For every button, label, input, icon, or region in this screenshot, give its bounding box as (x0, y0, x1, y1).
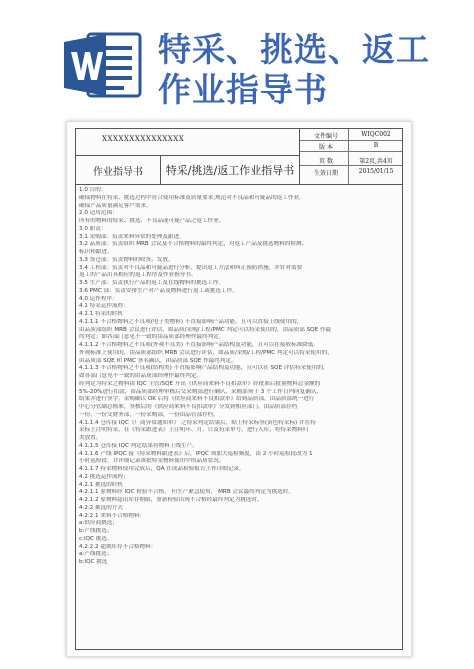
body-line: 4.1.1 特采的时机 (79, 311, 123, 317)
body-line: 4.0 运作程序： (79, 295, 118, 302)
meta-key: 生效日期 (313, 170, 338, 177)
body-line: 5%-20%进行扣款，由品质部经理审核后交采购部进行确认，采购部须于 3 个工作日内回复确认， (79, 388, 323, 395)
document-header (76, 129, 402, 185)
document-sheet (75, 128, 403, 650)
body-line: 4.2.1.2 原物料超出库存期限，重新检验出现不合格经最终判定为挑选时。 (79, 497, 263, 503)
body-line: 经判定为特采之物料由 IQC 主管/SQE 开出《供应商来料不良扣款单》经批准后批量物料总金额的 (79, 380, 321, 387)
body-line: 确保产品质量满足客户需求。 (79, 202, 152, 209)
body-line: 4.2.2 挑选的方式 (79, 504, 123, 511)
body-line: 2.0 适用范围： (79, 210, 118, 217)
meta-row-pages (300, 155, 402, 166)
body-line: a:供应商挑选； (79, 520, 118, 527)
body-line: 小时巡检段，并详细记录该批特采物料使用中的品质状况。 (79, 458, 225, 465)
banner (0, 0, 474, 122)
banner-title-line2: 作业指导书 (158, 70, 328, 109)
body-line: 3.0 职责： (79, 225, 107, 232)
body-line: 3.1 采购部：负责来料异常的处理及跟进。 (79, 233, 185, 240)
doc-title-cell: 特采/挑选/返工作业指导书 (161, 155, 300, 184)
body-line: 4.1.1.5 仓库接 IQC 判定结果将物料上线生产。 (79, 442, 198, 449)
body-line: 4.1.1.6 产线 IPQC 接《特采物料跟进表》后，IPQC 须加大巡检频度，由 2 小时巡检段改为 1 (79, 450, 313, 457)
body-line: 返工的产品出具相应的返工程序及作业指导书。 (79, 272, 197, 279)
body-line: 4.1.1.3 不合格物料之不良项(结构类) 不直接影响产品结构及功能，且可以在 SQE 评估特采使用的， (79, 365, 329, 372)
body-line: 标识和跟进。 (79, 249, 113, 255)
body-line: 4.1.1.4 仓库接 IQC《厂商异常通知单》 之特采判定结果后，贴上特采标签(黄色特采标) 并在特 (79, 419, 316, 426)
body-line: b:产线挑选； (79, 528, 113, 534)
body-line: 采标上注明特采，在《特采跟进表》上注明年、月、日及特采单号，进行入库，将特采物料归 (79, 427, 309, 434)
body-line: 4.1 特采运作流程： (79, 303, 129, 310)
body-line: 4.2 挑选运作流程： (79, 473, 129, 480)
document-page (66, 121, 412, 657)
body-line: 由品质部 SQE 和 PMC 签名确认，由品质部 SQE 作最终判定。 (79, 357, 237, 364)
body-line: 3.6 PMC 部：负责安排生产对产品及物料进行返工或挑选工作。 (79, 287, 238, 294)
body-line: 外观标准上使用的，由品质部组织 MRB 会议进行评估，如品质/采购/工程/PMC 判定可以特采使用的， (79, 349, 333, 356)
body-line: 结果并进行签字，采购确认 OK 后将《供应商来料不良扣款单》给到品质部，由品质部统一进行 (79, 396, 315, 403)
body-line: 一份，一份交财务部，一份采购部，一份由品管部存档。 (79, 411, 219, 418)
body-line: 4.1.1.2 不合格物料之不良项(外观不良类) 不直接影响产品结构及功能，且可以在接收标准降低 (79, 342, 314, 348)
body-line: 1.0 目的： (79, 187, 107, 193)
word-document-icon (62, 30, 144, 100)
body-line: 终判定；如各部门意见不一致的由品质部经理作最终判定。 (79, 334, 225, 341)
body-line: 4.1.1.7 特采物料使用完成后，QA 在成品检验报告上作详细记录。 (79, 466, 245, 472)
meta-value: WIQC002 (361, 131, 391, 138)
body-line: 4.2.2.2 超期库存不合格物料： (79, 543, 157, 550)
company-name: XXXXXXXXXXXXXXX (102, 135, 185, 143)
doc-label-cell: 作业指导书 (76, 155, 161, 184)
banner-title-line1: 特采、挑选、返工 (158, 30, 430, 69)
body-line: 如各部门意见不一致的由品质部经理作最终判定。 (79, 373, 203, 379)
body-line: 3.2 品质部：负责组织 MRB 会议及不合格物料的最终判定，对返工产品及挑选物料的检测、 (79, 241, 308, 248)
body-line: 类放置。 (79, 435, 102, 441)
meta-key: 版 本 (319, 144, 333, 151)
body-line: 所有的物料的特采、挑选、不良品或可疑产品之返工作业。 (79, 218, 225, 224)
meta-value: B (373, 142, 379, 149)
body-line: 3.4 工程部：负责对不良品和可疑品进行分析，提出返工方法和纠正预防措施，并针对需要 (79, 264, 303, 271)
body-line: c:IQC 挑选。 (79, 535, 113, 542)
body-line: 4.2.2.1 来料不合格物料： (79, 512, 146, 519)
body-line: 3.3 货仓部：负责物料的收货、发放。 (79, 256, 174, 263)
body-line: 确保物料在特采、挑选过程中符合使用标准及质量要求;规范对不良品和可疑品的返工作业, (79, 194, 301, 201)
body-line: 4.2.1.1 原物料经 IQC 检验不合格， 但生产紧急使用， MRB 会议最终判定为挑选时。 (79, 489, 294, 496)
meta-row-effective-date (300, 167, 402, 177)
body-line: 中心分管副总核准，签核后的《供应商来料不良扣款单》分发到相应部门，由品质部存档 (79, 404, 298, 410)
meta-key: 文件编号 (313, 133, 338, 140)
body-line: a:产线挑选； (79, 551, 113, 558)
meta-row-doc-number (300, 130, 402, 141)
body-line: 4.2.1 挑选的时机 (79, 481, 123, 488)
body-line: 4.1.1.1 不合格物料之不良项(电子类物料) 不直接影响产品功能，且可以直接上线使用的， (79, 318, 303, 325)
meta-value: 2015/01/15 (358, 168, 394, 175)
meta-value: 第2页,共4页 (359, 158, 393, 165)
meta-key: 页 数 (319, 158, 333, 165)
document-body (79, 187, 401, 567)
body-line: 3.5 生产部：负责执行产品的返工及在线物料的挑选工作。 (79, 280, 224, 286)
body-line: 由品质部组织 MRB 会议进行评估，如品质/采购/工程/PMC 判定可以特采使用的，由品质部 SQE 作最 (79, 326, 332, 333)
meta-row-version (300, 141, 402, 152)
body-line: b:IQC 挑选 (79, 559, 108, 565)
